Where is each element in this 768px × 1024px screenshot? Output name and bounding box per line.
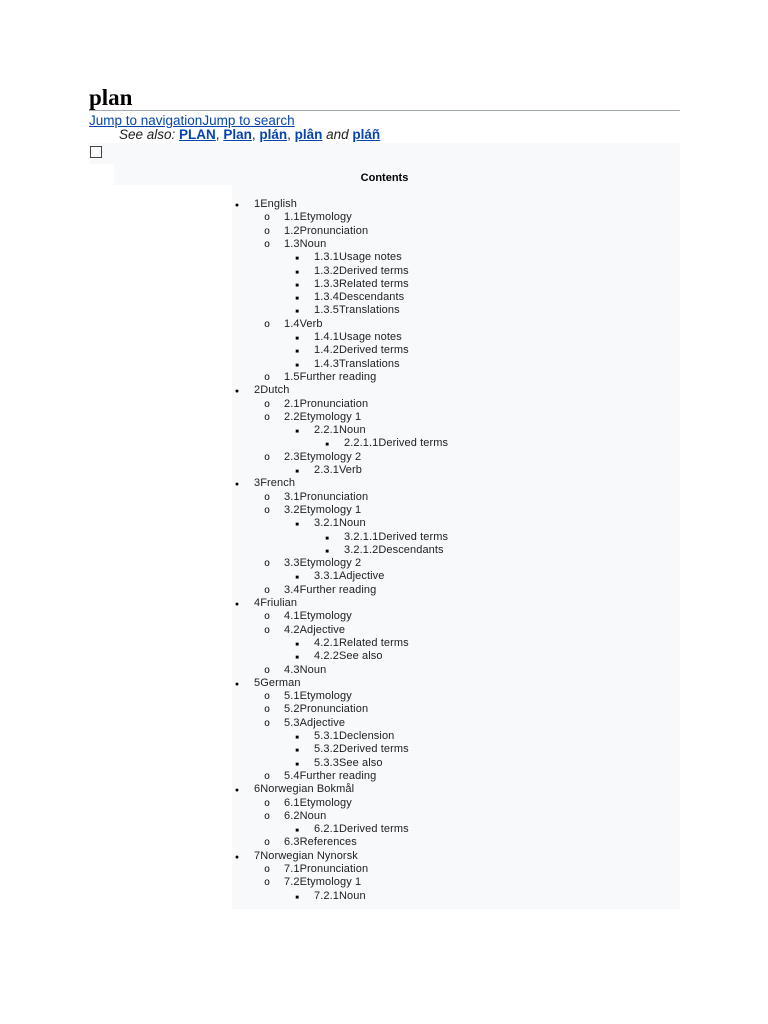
circle-bullet-icon (262, 703, 272, 716)
toc-item-link[interactable] (284, 491, 368, 504)
toc-item-number: 5.3 (284, 716, 300, 729)
toc-item-link[interactable] (254, 384, 289, 397)
toc-item-number: 4.2.1 (314, 636, 339, 649)
toc-item-number: 5.4 (284, 769, 300, 782)
toc-item-link[interactable] (254, 850, 358, 863)
circle-bullet-icon (262, 610, 272, 623)
toc-item-text: Dutch (260, 384, 290, 397)
toc-item-link[interactable] (284, 451, 361, 464)
disc-bullet-icon (232, 384, 242, 398)
toc-item-link[interactable] (314, 304, 400, 317)
toc-item-text: Noun (338, 889, 366, 902)
toc-item-number: 1.2 (284, 224, 300, 237)
toc-item-number: 1.4.1 (314, 331, 339, 343)
toc-item-link[interactable] (284, 703, 368, 716)
toc-item-text: Pronunciation (299, 863, 369, 875)
toc-item-link[interactable] (314, 757, 383, 770)
toc-item-number: 1.4 (284, 317, 300, 330)
toc-item-link[interactable] (284, 863, 368, 876)
toc-item-text: Related terms (338, 636, 409, 649)
toc-item-text: Usage notes (338, 331, 402, 343)
toc-item-text: Etymology 2 (299, 450, 362, 463)
table-of-contents (89, 143, 680, 909)
toc-item-text: Adjective (299, 623, 346, 636)
toc-item-link[interactable] (314, 570, 385, 583)
toc-item-link[interactable] (314, 890, 366, 903)
toc-item-text: Derived terms (338, 344, 409, 357)
toc-item-number: 2.3 (284, 450, 300, 463)
toc-item-number: 3.4 (284, 583, 300, 596)
toc-item-number: 6.1 (284, 796, 300, 809)
toc-item-link[interactable] (284, 557, 361, 570)
toc-item-number: 4.2 (284, 623, 300, 636)
toc-item-text: Translations (338, 304, 400, 317)
toc-item-text: German (260, 676, 301, 689)
toc-item-number: 6 (254, 783, 261, 796)
toc-item-number: 3.2.1.2 (344, 543, 379, 556)
jump-to-search-link[interactable]: Jump to search (202, 113, 295, 128)
toc-item-number: 3.2.1.1 (344, 530, 379, 543)
toc-item-number: 1.4.2 (314, 344, 339, 357)
checkbox-icon[interactable] (90, 146, 102, 158)
see-also-note (119, 127, 380, 143)
circle-bullet-icon (262, 717, 272, 730)
toc-item-text: Etymology (299, 610, 352, 623)
toc-item-text: Pronunciation (299, 703, 369, 716)
see-also-link-plan-upper[interactable]: PLAN (179, 127, 216, 142)
toc-item-number: 1.3.1 (314, 251, 339, 264)
toc-item-text: Adjective (299, 716, 346, 729)
toc-item-number: 1.3.2 (314, 264, 339, 277)
toc-item-text: Derived terms (338, 823, 409, 836)
circle-bullet-icon (262, 770, 272, 783)
toc-item-number: 5.1 (284, 690, 300, 703)
toc-item-text: Further reading (299, 583, 377, 596)
jump-to-navigation-link[interactable]: Jump to navigation (89, 113, 203, 128)
see-also-link-plan-circumflex[interactable]: plân (294, 127, 323, 142)
toc-item-text: Friulian (260, 597, 298, 609)
circle-bullet-icon (262, 211, 272, 224)
toc-item-link[interactable] (284, 411, 361, 424)
toc-item-number: 1.3.4 (314, 291, 339, 304)
toc-item-link[interactable] (314, 517, 366, 530)
see-also-separator: , (251, 127, 260, 142)
toc-item-text: Etymology (299, 796, 352, 809)
toc-item-text: Etymology 1 (299, 410, 362, 423)
toc-item-link[interactable] (284, 690, 352, 703)
toc-item-link[interactable] (284, 238, 326, 251)
toc-item-link[interactable] (314, 278, 409, 291)
toc-item-number: 7 (254, 849, 261, 862)
toc-item-number: 1.4.3 (314, 357, 339, 370)
circle-bullet-icon (262, 664, 272, 677)
toc-item-number: 2.1 (284, 397, 300, 410)
toc-item-text: Etymology 2 (299, 557, 362, 570)
toc-item-link[interactable] (284, 624, 345, 637)
see-also-link-plan-capital[interactable]: Plan (223, 127, 252, 142)
toc-item-link[interactable] (284, 770, 376, 783)
toc-item-number: 4 (254, 597, 261, 609)
toc-item-number: 2 (254, 384, 261, 397)
toc-item-number: 3.2.1 (314, 517, 339, 530)
toc-item-number: 7.2 (284, 876, 300, 889)
toc-item-number: 4.2.2 (314, 650, 339, 663)
toc-item-text: Norwegian Bokmål (260, 783, 355, 796)
toc-item-text: Noun (338, 424, 366, 437)
toc-item-number: 1.3.3 (314, 277, 339, 290)
see-also-separator: , (215, 127, 224, 142)
toc-item-number: 3.3 (284, 557, 300, 570)
toc-item-link[interactable] (284, 504, 361, 517)
disc-bullet-icon (232, 597, 242, 611)
disc-bullet-icon (232, 677, 242, 691)
toc-item-text: Verb (299, 317, 323, 330)
toc-item-link[interactable] (284, 797, 352, 810)
see-also-separator: , (287, 127, 295, 142)
toc-item-number: 5.3.1 (314, 730, 339, 742)
circle-bullet-icon (262, 624, 272, 637)
circle-bullet-icon (262, 504, 272, 517)
toc-item-text: Noun (299, 663, 327, 676)
toc-item-link[interactable] (314, 743, 409, 756)
toc-item-link[interactable] (314, 251, 402, 264)
toc-item-number: 6.3 (284, 836, 300, 849)
toc-item-number: 5.2 (284, 703, 300, 716)
toc-item-link[interactable] (314, 265, 409, 278)
toc-item-text: Derived terms (338, 264, 409, 277)
toc-item-text: See also (338, 650, 383, 663)
toc-heading: Contents (360, 172, 409, 184)
toc-item-link[interactable] (254, 783, 354, 796)
toc-item-link[interactable] (284, 876, 361, 889)
toc-item-text: Declension (338, 730, 395, 742)
toc-item-text: Etymology (299, 690, 352, 703)
toc-item-link[interactable] (314, 730, 394, 743)
see-also-link-plan-tilde[interactable]: pláñ (352, 127, 381, 142)
toc-item-number: 5 (254, 676, 261, 689)
toc-item-text: Related terms (338, 277, 409, 290)
toc-item-number: 7.1 (284, 863, 300, 875)
toc-item-link[interactable] (314, 650, 383, 663)
disc-bullet-icon (232, 198, 242, 212)
circle-bullet-icon (262, 238, 272, 251)
toc-item-text: Norwegian Nynorsk (260, 849, 358, 862)
circle-bullet-icon (262, 398, 272, 411)
toc-item-number: 5.3.3 (314, 756, 339, 769)
toc-item-link[interactable] (284, 717, 345, 730)
toc-item-text: Further reading (299, 370, 377, 383)
toc-item-text: Etymology (299, 211, 352, 224)
toc-item-text: English (260, 198, 297, 210)
toc-item-link[interactable] (314, 344, 409, 357)
toc-item-number: 1.3.5 (314, 304, 339, 317)
toc-item-link[interactable] (344, 531, 448, 544)
toc-item-number: 3.1 (284, 490, 300, 503)
toc-item-text: Descendants (338, 291, 405, 304)
toc-item-link[interactable] (284, 664, 326, 677)
toc-item-text: Further reading (299, 769, 377, 782)
toc-item-link[interactable] (254, 597, 297, 610)
circle-bullet-icon (262, 318, 272, 331)
toc-item-text: Derived terms (378, 437, 449, 450)
toc-item-number: 1.3 (284, 237, 300, 250)
toc-item-link[interactable] (284, 398, 368, 411)
toc-item-number: 1.1 (284, 211, 300, 224)
toc-item-text: French (260, 477, 296, 490)
toc-item-number: 4.3 (284, 663, 300, 676)
toc-item-text: Noun (338, 517, 366, 530)
toc-item-text: Noun (299, 237, 327, 250)
toc-item-text: Descendants (378, 543, 444, 556)
square-bullet-icon (292, 424, 302, 439)
toc-item-link[interactable] (314, 424, 366, 437)
toc-item-link[interactable] (284, 225, 368, 238)
square-bullet-icon (292, 517, 302, 532)
toc-item-number: 3.2 (284, 503, 300, 516)
circle-bullet-icon (262, 863, 272, 876)
toc-item-link[interactable] (314, 291, 404, 304)
toc-item-number: 2.2.1 (314, 424, 339, 437)
toc-left-gap (89, 185, 232, 909)
toc-item-text: Usage notes (338, 251, 402, 264)
page-title: plan (89, 85, 133, 110)
toc-item-number: 5.3.2 (314, 743, 339, 756)
toc-item-number: 2.2 (284, 410, 300, 423)
circle-bullet-icon (262, 225, 272, 238)
toc-item-text: Pronunciation (299, 490, 369, 503)
toc-item-text: Pronunciation (299, 397, 369, 410)
toc-item-text: Verb (338, 464, 362, 476)
toc-item-link[interactable] (254, 477, 295, 490)
toc-item-text: Adjective (338, 570, 385, 583)
disc-bullet-icon (232, 477, 242, 491)
toc-item-text: Derived terms (338, 743, 409, 756)
circle-bullet-icon (262, 491, 272, 504)
toc-item-number: 3.3.1 (314, 570, 339, 583)
circle-bullet-icon (262, 451, 272, 464)
toc-item-text: References (299, 836, 357, 849)
toc-item-link[interactable] (284, 610, 352, 623)
toc-item-number: 1 (254, 198, 261, 210)
toc-item-link[interactable] (314, 331, 402, 344)
toc-item-link[interactable] (284, 318, 323, 331)
square-bullet-icon (292, 890, 302, 905)
toc-item-link[interactable] (284, 584, 376, 597)
toc-item-number: 1.5 (284, 370, 300, 383)
toc-item-number: 6.2.1 (314, 823, 339, 836)
toc-item-number: 3 (254, 477, 261, 490)
circle-bullet-icon (262, 876, 272, 889)
circle-bullet-icon (262, 371, 272, 384)
see-also-label: See also: (119, 127, 180, 142)
toc-item-text: Derived terms (378, 530, 449, 543)
circle-bullet-icon (262, 690, 272, 703)
toc-item-text: Pronunciation (299, 224, 369, 237)
toc-item-link[interactable] (284, 836, 357, 849)
toc-item-link[interactable] (314, 637, 409, 650)
toc-item-link[interactable] (344, 544, 444, 557)
toc-item-link[interactable] (254, 677, 301, 690)
toc-item-text: See also (338, 756, 383, 769)
circle-bullet-icon (262, 836, 272, 849)
toc-item-text: Translations (338, 357, 400, 370)
toc-item-link[interactable] (284, 810, 326, 823)
toc-item-link[interactable] (314, 823, 409, 836)
toc-item-text: Noun (299, 809, 327, 822)
toc-item-link[interactable] (284, 211, 352, 224)
toc-item-number: 2.3.1 (314, 464, 339, 476)
disc-bullet-icon (232, 850, 242, 864)
toc-item-link[interactable] (314, 464, 362, 477)
circle-bullet-icon (262, 810, 272, 823)
toc-item-text: Etymology 1 (299, 876, 362, 889)
toc-item-link[interactable] (284, 371, 376, 384)
toc-item-number: 4.1 (284, 610, 300, 623)
circle-bullet-icon (262, 557, 272, 570)
title-divider (89, 110, 680, 111)
toc-item-number: 2.2.1.1 (344, 437, 379, 450)
toc-item-number: 6.2 (284, 809, 300, 822)
circle-bullet-icon (262, 797, 272, 810)
see-also-link-plan-acute[interactable]: plán (259, 127, 288, 142)
see-also-conjunction: and (322, 127, 353, 142)
toc-item-number: 7.2.1 (314, 889, 339, 902)
toc-item-text: Etymology 1 (299, 503, 362, 516)
disc-bullet-icon (232, 783, 242, 797)
toc-item-link[interactable] (314, 358, 400, 371)
circle-bullet-icon (262, 584, 272, 597)
toc-item-link[interactable] (344, 437, 448, 450)
circle-bullet-icon (262, 411, 272, 424)
toc-item-link[interactable] (254, 198, 297, 211)
